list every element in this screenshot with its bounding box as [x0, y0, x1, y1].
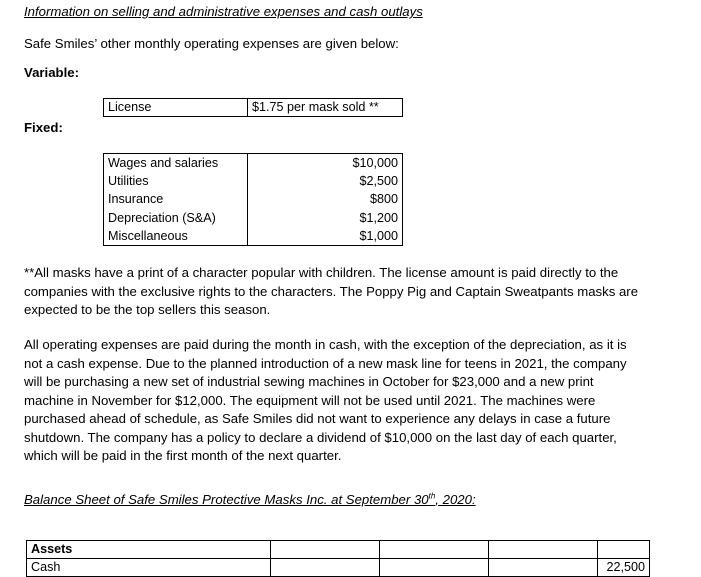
expense-value: $800 [248, 190, 403, 208]
expense-value: $1,200 [248, 209, 403, 227]
variable-expense-table [103, 98, 403, 117]
balance-cell [271, 559, 380, 577]
table-row [104, 209, 403, 227]
table-row [104, 154, 403, 173]
assets-header: Assets [27, 541, 271, 559]
fixed-label: Fixed: [24, 120, 63, 135]
license-value: $1.75 per mask sold ** [248, 99, 403, 117]
license-footnote [24, 264, 684, 320]
text-line: will be purchasing a new set of industrial sewing machines in October for $23,000 and a new print [24, 374, 594, 389]
table-row [104, 99, 403, 117]
expense-value: $2,500 [248, 172, 403, 190]
text-line: companies with the exclusive rights to the characters. The Poppy Pig and Captain Sweatpants masks are [24, 283, 639, 299]
table-row [27, 559, 650, 577]
balance-title-sup: th [428, 491, 436, 501]
expense-value: $10,000 [248, 154, 403, 173]
intro-text: Safe Smiles’ other monthly operating expenses are given below: [24, 36, 399, 51]
balance-cell [271, 541, 380, 559]
table-row [104, 190, 403, 208]
balance-cell [380, 541, 489, 559]
text-line: not a cash expense. Due to the planned introduction of a new mask line for teens in 2021, the company [24, 355, 627, 371]
balance-sheet-title [24, 492, 476, 507]
expense-name: Wages and salaries [104, 154, 248, 173]
table-row [104, 227, 403, 246]
text-line: purchased ahead of schedule, as Safe Smiles did not want to experience any delays in case a future [24, 411, 611, 426]
balance-cell [598, 541, 650, 559]
balance-cell [489, 559, 598, 577]
table-row [104, 172, 403, 190]
balance-cell [380, 559, 489, 577]
variable-label: Variable: [24, 65, 79, 80]
balance-cell [489, 541, 598, 559]
cash-value: 22,500 [598, 559, 650, 577]
balance-title-year: , 2020: [435, 492, 476, 507]
expense-name: Miscellaneous [104, 227, 248, 246]
expense-name: Depreciation (S&A) [104, 209, 248, 227]
license-label: License [104, 99, 248, 117]
expense-name: Utilities [104, 172, 248, 190]
expense-value: $1,000 [248, 227, 403, 246]
balance-sheet-table [26, 540, 650, 577]
text-line: machine in November for $12,000. The equipment will not be used until 2021. The machines were [24, 392, 596, 408]
text-line: All operating expenses are paid during the month in cash, with the exception of the depreciation, as it is [24, 337, 627, 352]
fixed-expense-table [103, 153, 403, 246]
text-line: **All masks have a print of a character popular with children. The license amount is paid directly to the [24, 265, 619, 280]
text-line: shutdown. The company has a policy to declare a dividend of $10,000 on the last day of each quarter, [24, 429, 617, 445]
section-title: Information on selling and administrative expenses and cash outlays [24, 4, 423, 19]
text-line: expected to be the top sellers this season. [24, 302, 271, 317]
expense-name: Insurance [104, 190, 248, 208]
cash-label: Cash [27, 559, 271, 577]
table-row [27, 541, 650, 559]
balance-title-main: Balance Sheet of Safe Smiles Protective Masks Inc. at September 30 [24, 492, 429, 507]
text-line: which will be paid in the first month of the next quarter. [24, 448, 342, 463]
cash-outlay-paragraph [24, 336, 684, 466]
